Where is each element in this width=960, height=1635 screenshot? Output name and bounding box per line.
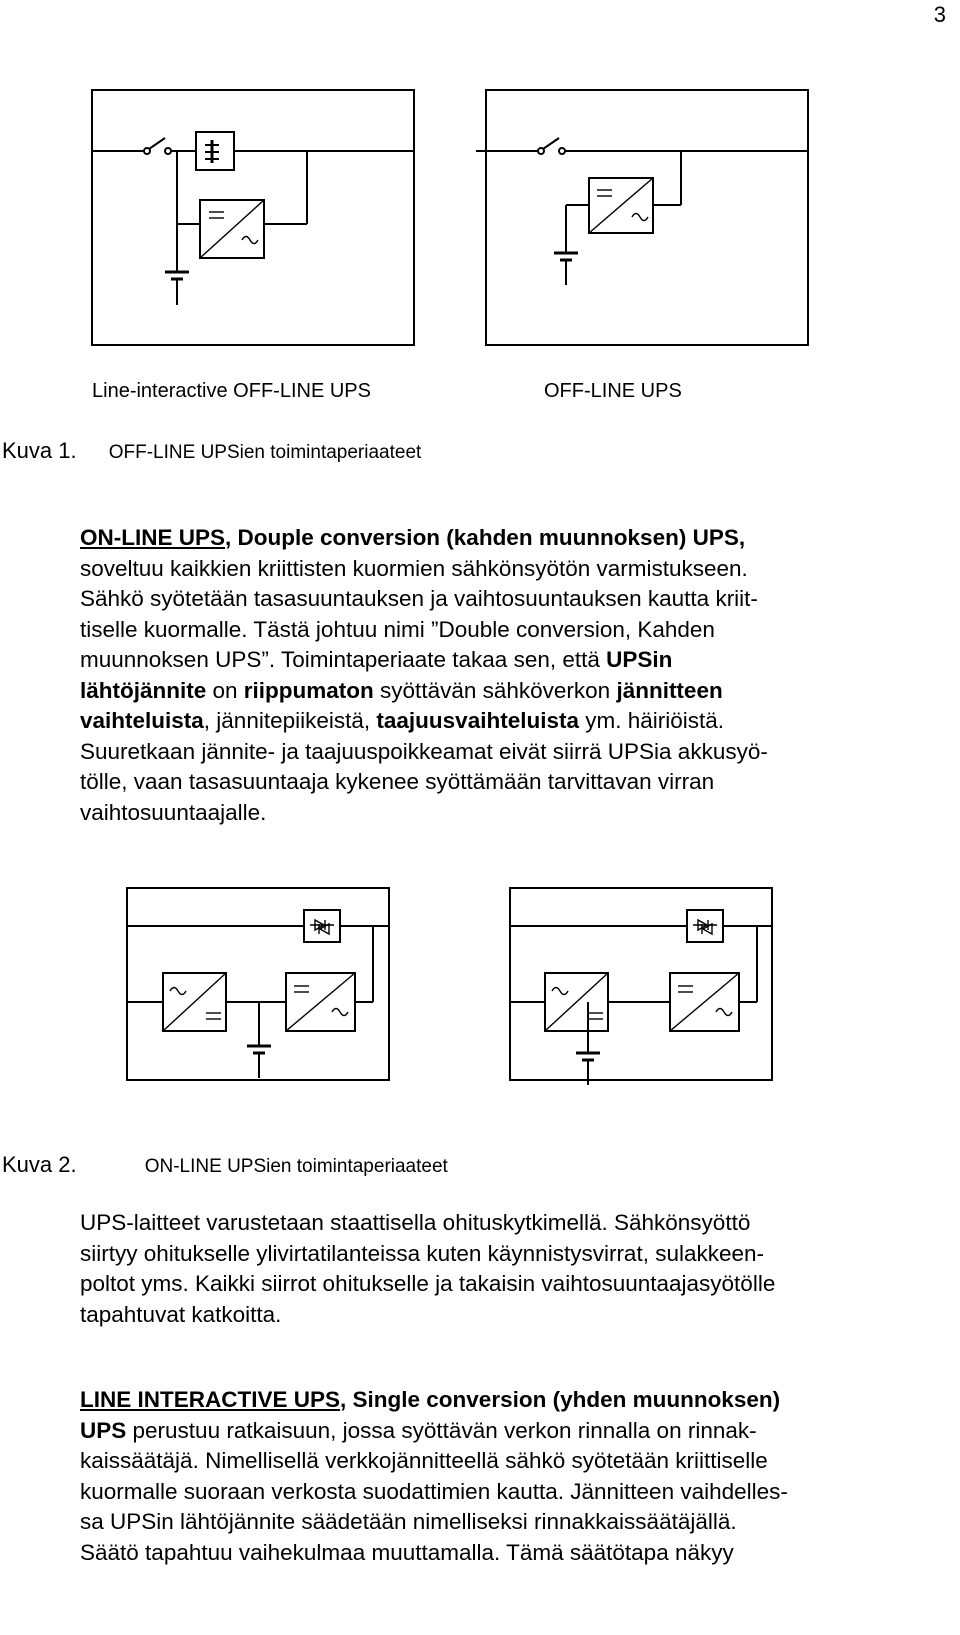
switch-contact <box>165 148 171 154</box>
online-line-6-bold-3: jännitteen <box>616 677 723 703</box>
line-interactive-paragraph <box>80 1385 930 1568</box>
battery-symbol <box>165 272 189 305</box>
online-ups-paragraph <box>80 523 930 828</box>
figure2-caption <box>2 1152 448 1178</box>
line-interactive-line-4: kuormalle suoraan verkosta suodattimien kautta. Jännitteen vaihdelles- <box>80 1478 788 1504</box>
line-interactive-offline-ups-diagram <box>92 90 422 350</box>
online-line-2: soveltuu kaikkien kriittisten kuormien sähkönsyötön varmistukseen. <box>80 555 748 581</box>
online-line-6-text-1: on <box>206 677 244 703</box>
online-line-6-bold-2: riippumaton <box>243 677 374 703</box>
online-line-5-bold: UPSin <box>606 647 673 672</box>
switch-blade <box>543 138 559 149</box>
bypass-line-2: siirtyy ohitukselle ylivirtatilanteissa kuten käynnistysvirrat, sulakkeen- <box>80 1240 765 1266</box>
online-line-9: tölle, vaan tasasuuntaaja kykenee syöttämään tarvittavan virran <box>80 769 715 794</box>
filter-symbol <box>196 132 234 170</box>
line-interactive-line-3: kaissäätäjä. Nimellisellä verkkojännitteellä sähkö syötetään kriittiselle <box>80 1448 768 1473</box>
online-line-8: Suuretkaan jännite- ja taajuuspoikkeamat eivät siirrä UPSia akkusyö- <box>80 738 768 764</box>
bypass-line-1: UPS-laitteet varustetaan staattisella ohituskytkimellä. Sähkönsyöttö <box>80 1210 751 1235</box>
online-line-6-bold-1: lähtöjännite <box>80 677 207 703</box>
online-heading-rest: , Douple conversion (kahden muunnoksen) UPS, <box>225 525 746 550</box>
online-line-5: muunnoksen UPS”. Toimintaperiaate takaa sen, että <box>80 647 607 672</box>
static-bypass-switch <box>687 910 723 942</box>
bypass-line-4: tapahtuvat katkoitta. <box>80 1301 282 1327</box>
inverter-symbol <box>200 200 264 258</box>
line-interactive-line-5: sa UPSin lähtöjännite säädetään nimelliseksi rinnakkaissäätäjällä. <box>80 1509 737 1534</box>
offline-ups-diagram <box>486 90 816 350</box>
figure1-caption-text: OFF-LINE UPSien toimintaperiaateet <box>108 442 422 463</box>
online-line-7-text-2: ym. häiriöistä. <box>578 708 725 733</box>
switch-blade <box>149 138 165 149</box>
figure1-right-label: OFF-LINE UPS <box>544 380 682 402</box>
figure1-caption-number: Kuva 1. <box>2 438 77 463</box>
online-ups-diagram-left <box>127 888 397 1088</box>
switch-contact <box>559 148 565 154</box>
battery-symbol <box>247 1046 271 1078</box>
online-line-7-text-1: , jännitepiikeistä, <box>203 708 377 733</box>
page-number: 3 <box>933 2 946 27</box>
bypass-line-3: poltot yms. Kaikki siirrot ohitukselle ja takaisin vaihtosuuntaajasyötölle <box>80 1271 776 1296</box>
online-line-7-bold-1: vaihteluista <box>80 708 204 733</box>
static-bypass-switch <box>304 910 340 942</box>
battery-symbol <box>554 253 578 285</box>
rectifier-symbol <box>545 973 608 1031</box>
figure2-caption-text: ON-LINE UPSien toimintaperiaateet <box>144 1156 448 1177</box>
online-line-6-text-2: syöttävän sähköverkon <box>373 677 617 703</box>
online-line-10: vaihtosuuntaajalle. <box>80 799 267 825</box>
inverter-symbol <box>589 178 653 233</box>
inverter-symbol <box>670 973 739 1031</box>
line-interactive-line-6: Säätö tapahtuu vaihekulmaa muuttamalla. Tämä säätötapa näkyy <box>80 1539 734 1565</box>
figure1-caption <box>2 438 421 464</box>
online-ups-diagram-right <box>510 888 780 1088</box>
figure2-caption-number: Kuva 2. <box>2 1152 77 1177</box>
online-heading-underlined: ON-LINE UPS <box>80 525 226 550</box>
inverter-symbol <box>286 973 355 1031</box>
online-line-3: Sähkö syötetään tasasuuntauksen ja vaihtosuuntauksen kautta kriit- <box>80 586 758 611</box>
online-line-7-bold-2: taajuusvaihteluista <box>376 708 579 733</box>
rectifier-symbol <box>163 973 226 1031</box>
line-interactive-heading-underlined: LINE INTERACTIVE UPS <box>80 1387 341 1412</box>
line-interactive-line-2-text: perustuu ratkaisuun, jossa syöttävän verkon rinnalla on rinnak- <box>126 1417 757 1443</box>
online-line-4: tiselle kuormalle. Tästä johtuu nimi ”Double conversion, Kahden <box>80 616 715 642</box>
bypass-paragraph <box>80 1208 930 1330</box>
figure1-left-label: Line-interactive OFF-LINE UPS <box>92 380 371 402</box>
line-interactive-line-2-bold: UPS <box>80 1417 127 1443</box>
line-interactive-heading-rest: , Single conversion (yhden muunnoksen) <box>340 1387 781 1412</box>
